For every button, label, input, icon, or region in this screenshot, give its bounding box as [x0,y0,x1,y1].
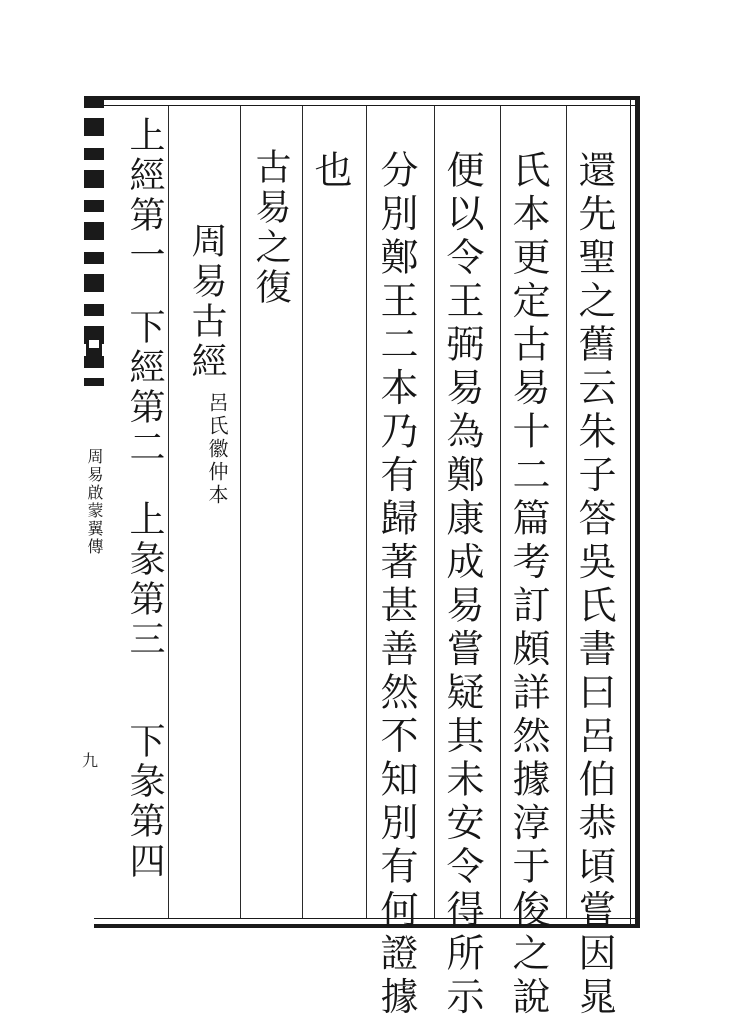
text-column-2: 氏本更定古易十二篇考訂頗詳然據淳于俊之說 [506,150,550,1020]
contents-item-upper-classic: 上經第一 [124,116,165,276]
column-rule [366,106,367,918]
book-title: 周易古經 [186,222,227,382]
section-heading: 古易之復 [250,148,291,308]
column-rule [240,106,241,918]
page-frame [94,96,640,928]
contents-item-upper-tuan: 上彖第三 [124,500,165,660]
column-rule [500,106,501,918]
text-column-1: 還先聖之舊云朱子答吳氏書曰呂伯恭頃嘗因晁 [572,150,616,1020]
text-column-4: 分別鄭王二本乃有歸著甚善然不知別有何證據 [374,150,418,1020]
column-rule [168,106,169,918]
column-rule [302,106,303,918]
margin-book-title: 周易啟蒙翼傳 [85,448,104,556]
contents-item-lower-tuan: 下彖第四 [124,722,165,882]
edition-note: 呂氏徽仲本 [205,392,229,507]
text-column-3: 便以令王弼易為鄭康成易嘗疑其未安令得所示 [440,150,484,1020]
frame-bottom-border [94,918,640,928]
column-rule [434,106,435,918]
page-number: 九 [82,751,99,770]
text-column-5: 也 [308,150,352,194]
frame-right-border [630,96,640,928]
column-rule [566,106,567,918]
frame-top-border [94,96,640,106]
contents-item-lower-classic: 下經第二 [124,308,165,468]
